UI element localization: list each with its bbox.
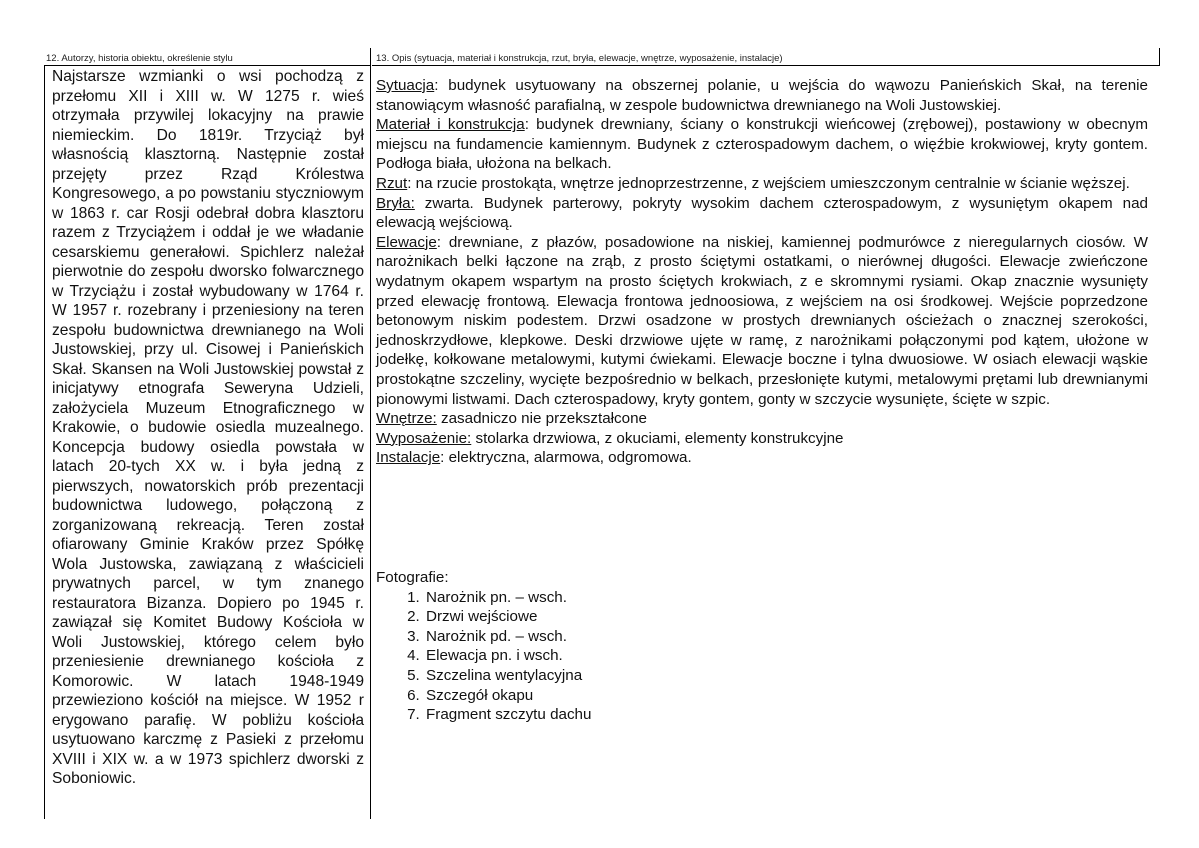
list-item: 5. Szczelina wentylacyjna xyxy=(424,666,776,686)
text-material: : budynek drewniany, ściany o konstrukcji wieńcowej (zrębowej), postawiony w obecnym miejscu na fundamencie kamiennym. Budynek z czterospadowym dachem, o więźbie krokwiowej, kryty gontem. Podłoga biała, ułożona na belkach. xyxy=(376,116,1148,173)
label-material: Materiał i konstrukcja xyxy=(376,116,525,134)
list-item: 2. Drzwi wejściowe xyxy=(424,607,776,627)
desc-elewacje xyxy=(376,233,1148,409)
desc-sytuacja xyxy=(376,76,1148,115)
photos-title: Fotografie: xyxy=(376,569,449,586)
photos-section xyxy=(376,568,776,725)
section-13-header: 13. Opis (sytuacja, materiał i konstrukcja, rzut, bryła, elewacje, wnętrze, wyposażenie, instalacje) xyxy=(376,53,783,64)
header-rule-left xyxy=(44,65,370,66)
text-wyposazenie: stolarka drzwiowa, z okuciami, elementy konstrukcyjne xyxy=(471,429,844,447)
label-sytuacja: Sytuacja xyxy=(376,77,435,94)
column-divider xyxy=(370,48,371,819)
list-item: 3. Narożnik pd. – wsch. xyxy=(424,627,776,647)
desc-rzut xyxy=(376,174,1148,194)
list-item: 7. Fragment szczytu dachu xyxy=(424,705,776,725)
text-wnetrze: zasadniczo nie przekształcone xyxy=(436,410,647,428)
list-item: 1. Narożnik pn. – wsch. xyxy=(424,588,776,608)
desc-wnetrze xyxy=(376,409,1148,429)
label-wyposazenie: Wyposażenie: xyxy=(376,429,472,447)
text-sytuacja: : budynek usytuowany na obszernej polanie, u wejścia do wąwozu Panieńskich Skał, na terenie stanowiącym własność parafialną, w zespole budownictwa drewnianego na Woli Justowskiej. xyxy=(376,77,1148,114)
label-rzut: Rzut xyxy=(376,174,408,192)
text-rzut: : na rzucie prostokąta, wnętrze jednoprzestrzenne, z wejściem umieszczonym centralnie w ścianie węższej. xyxy=(407,174,1130,192)
text-bryla: zwarta. Budynek parterowy, pokryty wysokim dachem czterospadowym, z wysuniętym okapem nad elewacją wejściową. xyxy=(376,194,1148,232)
photos-list xyxy=(376,588,776,725)
desc-wyposazenie xyxy=(376,429,1148,449)
list-item: 4. Elewacja pn. i wsch. xyxy=(424,646,776,666)
label-bryla: Bryła: xyxy=(376,194,415,212)
label-instalacje: Instalacje xyxy=(376,449,441,467)
description-column xyxy=(376,76,1148,468)
header-rule-right xyxy=(372,65,1159,66)
text-instalacje: : elektryczna, alarmowa, odgromowa. xyxy=(440,449,692,467)
desc-material xyxy=(376,115,1148,174)
label-wnetrze: Wnętrze: xyxy=(376,410,437,428)
section-12-header: 12. Autorzy, historia obiektu, określenie stylu xyxy=(46,53,233,64)
table-border-left xyxy=(44,65,45,819)
desc-instalacje xyxy=(376,448,1148,468)
desc-bryla xyxy=(376,194,1148,233)
label-elewacje: Elewacje xyxy=(376,233,437,251)
list-item: 6. Szczegół okapu xyxy=(424,686,776,706)
text-elewacje: : drewniane, z płazów, posadowione na niskiej, kamiennej podmurówce z nieregularnych ciosów. W narożnikach belki łączone na zrąb, z prosto ściętymi ostatkami, o nierównej długości. Elewacje zwieńczone wydatnym okapem wspartym na prosto ściętych krokwiach, z e skromnymi rysiami. Okap znacznie wysunięty przed elewację frontową. Elewacja frontowa jednoosiowa, z wejściem na osi środkowej. Wejście poprzedzone betonowym niskim podestem. Drzwi osadzone w prostych drewnianych ościeżach o znacznej szerokości, jednoskrzydłowe, klepkowe. Deski drzwiowe ujęte w ramę, z narożnikami połączonymi pod kątem, ułożone w jodełkę, kołkowane metalowymi, kutymi ćwiekami. Elewacje boczne i tylna dwuosiowe. W osiach elewacji wąskie prostokątne szczeliny, wycięte bezpośrednio w belkach, przesłonięte kutymi, metalowymi prętami lub drewnianymi pionowymi listwami. Dach czterospadowy, kryty gontem, gonty w szczycie wysunięte, ścięte w szpic. xyxy=(376,233,1148,408)
header-border-right xyxy=(1159,48,1160,66)
history-column xyxy=(52,67,364,789)
history-text: Najstarsze wzmianki o wsi pochodzą z przełomu XII i XIII w. W 1275 r. wieś otrzymała przywilej lokacyjny na prawie niemieckim. Do 1819r. Trzyciąż był własnością klasztorną. Następnie został przejęty przez Rząd Królestwa Kongresowego, a po powstaniu styczniowym w 1863 r. car Rosji odebrał dobra klasztoru razem z Trzyciążem i oddał je we władanie cesarskiemu generałowi. Spichlerz należał pierwotnie do zespołu dworsko folwarcznego w Trzyciążu i został wybudowany w 1764 r. W 1957 r. rozebrany i przeniesiony na teren zespołu budownictwa drewnianego na Woli Justowskiej, przy ul. Cisowej i Panieńskich Skał. Skansen na Woli Justowskiej powstał z inicjatywy etnografa Seweryna Udzieli, założyciela Muzeum Etnograficznego w Krakowie, o budowie osiedla muzealnego. Koncepcja budowy osiedla powstała w latach 20-tych XX w. i była jedną z pierwszych, nowatorskich prób prezentacji budownictwa ludowego, połączoną z zorganizowaną rekreacją. Teren został ofiarowany Gminie Kraków przez Spółkę Wola Justowska, zawiązaną z właścicieli prywatnych parcel, w tym znanego restauratora Bizanza. Dopiero po 1945 r. zawiązał się Komitet Budowy Kościoła w Woli Justowskiej, którego celem było przeniesienie drewnianego kościoła z Komorowic. W latach 1948-1949 przewieziono kościół na miejsce. W 1952 r erygowano parafię. W pobliżu kościoła usytuowano karczmę z Pasieki z przełomu XVIII i XIX w. a w 1973 spichlerz dworski z Soboniowic. xyxy=(52,68,364,787)
